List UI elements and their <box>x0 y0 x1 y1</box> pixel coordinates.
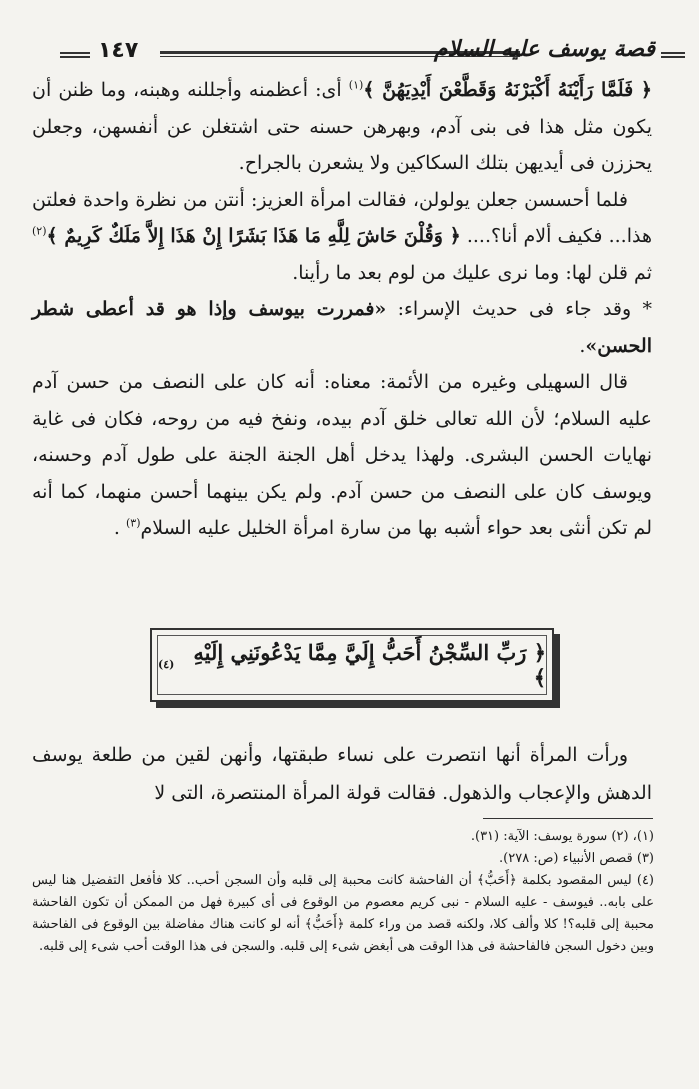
header-ornament-left-2 <box>60 56 90 58</box>
quran-verse: ﴿ فَلَمَّا رَأَيْنَهُ أَكْبَرْنَهُ وَقَطَّعْنَ أَيْدِيَهُنَّ ﴾ <box>363 79 652 101</box>
heading-verse: ﴿ رَبِّ السِّجْنُ أَحَبُّ إِلَيَّ مِمَّا يَدْعُونَنِي إِلَيْهِ ﴾ <box>193 640 546 690</box>
footnote-3: (٤) ليس المقصود بكلمة ﴿أَحَبُّ﴾ أن الفاحشة كانت محببة إلى قلبه وأن السجن أحب.. كلا فأفعل التفضيل هنا ليس على بابه.. فيوسف - عليه السلام - نبى كريم معصوم من الوقوع فى أى كبيرة فهل من الممكن أن تكون الفاحشة محببة إلى قلبه؟! كلا وألف كلا، ولكنه قصد من وراء كلمة ﴿أَحَبُّ﴾ أنه لو كانت هناك مفاضلة بين الوقوع فى الفاحشة وبين دخول السجن فالفاحشة فى هذا الوقت هى أبغض شىء إلى قلبه. والسجن فى هذا الوقت أحب شىء إلى قلبه. <box>32 873 654 954</box>
main-text <box>32 72 652 547</box>
paragraph-text: . <box>113 517 126 539</box>
paragraph-1 <box>32 72 652 182</box>
footnote-ref: (٢) <box>32 224 47 238</box>
header-ornament-right <box>661 52 685 54</box>
footnote-ref: (١) <box>348 78 364 92</box>
section-heading-box <box>150 628 554 702</box>
section-heading: ﴿ رَبِّ السِّجْنُ أَحَبُّ إِلَيَّ مِمَّا يَدْعُونَنِي إِلَيْهِ ﴾ (٤) <box>157 635 547 695</box>
paragraph-2 <box>32 182 652 292</box>
hadith-quote: «فمررت بيوسف وإذا هو قد أعطى شطر الحسن» <box>32 298 652 357</box>
paragraph-text: قال السهيلى وغيره من الأئمة: معناه: أنه كان على النصف من حسن آدم عليه السلام؛ لأن الله تعالى خلق آدم بيده، ونفخ فيه من روحه، فكان فى غاية نهايات الحسن البشرى. ولهذا يدخل أهل الجنة الجنة على طول آدم وحسنه، ويوسف كان على النصف من حسن آدم. ولم يكن بينهما أحسن منهما، كما أنه لم تكن أنثى بعد حواء أشبه بها من سارة امرأة الخليل عليه السلام <box>32 371 652 539</box>
footnotes <box>32 826 654 958</box>
footnote-2: (٣) قصص الأنبياء (ص: ٢٧٨). <box>499 851 654 866</box>
main-text-continued <box>32 736 652 812</box>
page-header <box>60 38 685 68</box>
quran-verse: ﴿ وَقُلْنَ حَاشَ لِلَّهِ مَا هَذَا بَشَرًا إِنْ هَذَا إِلاَّ مَلَكٌ كَرِيمٌ ﴾ <box>46 225 461 247</box>
paragraph-4 <box>32 364 652 547</box>
header-ornament-right-2 <box>661 56 685 58</box>
paragraph-text: . <box>579 334 586 357</box>
paragraph-text: ثم قلن لها: وما نرى عليك من لوم بعد ما رأينا. <box>292 261 652 284</box>
paragraph-text: أى: أعظمنه وأجللنه وهبنه، وما ظنن أن يكون مثل هذا فى بنى آدم، وبهرهن حسنه حتى اشتغلن عن أنفسهن، وجعلن يحززن فى أيديهن بتلك السكاكين ولا يشعرن بالجراح. <box>32 79 652 174</box>
header-ornament-left <box>60 52 90 54</box>
paragraph-text: * وقد جاء فى حديث الإسراء: <box>386 298 652 320</box>
page-number: ١٤٧ <box>98 38 139 63</box>
paragraph-3 <box>32 291 652 364</box>
footnote-ref: (٣) <box>125 516 141 530</box>
running-title: قصة يوسف عليه السلام <box>433 36 655 62</box>
footnote-1: (١)، (٢) سورة يوسف: الآية: (٣١). <box>470 829 654 844</box>
paragraph-text: فلما أحسسن جعلن يولولن، فقالت امرأة العزيز: أنتن من نظرة واحدة فعلتن هذا... فكيف ألام أنا؟.... <box>32 188 652 247</box>
footnote-rule <box>483 818 653 819</box>
paragraph-5: ورأت المرأة أنها انتصرت على نساء طبقتها، وأنهن لقين من طلعة يوسف الدهش والإعجاب والذهول. فقالت قولة المرأة المنتصرة، التى لا <box>32 744 652 804</box>
